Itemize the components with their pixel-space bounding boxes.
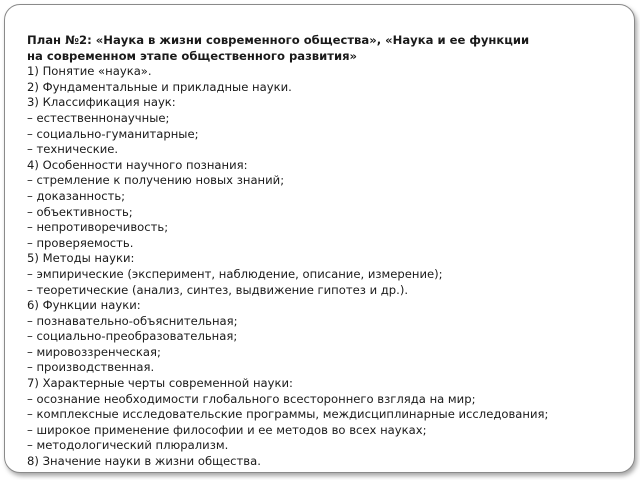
plan-line: – социально-преобразовательная; xyxy=(27,329,238,344)
plan-line: – познавательно-объяснительная; xyxy=(27,313,238,328)
plan-line: – стремление к получению новых знаний; xyxy=(27,173,285,188)
plan-line: – методологический плюрализм. xyxy=(27,438,229,453)
plan-content xyxy=(27,33,627,470)
plan-line: 5) Методы науки: xyxy=(27,251,135,266)
plan-line: – осознание необходимости глобального всестороннего взгляда на мир; xyxy=(27,391,476,406)
plan-line: 2) Фундаментальные и прикладные науки. xyxy=(27,79,292,94)
plan-line: – проверяемость. xyxy=(27,235,134,250)
plan-line: – непротиворечивость; xyxy=(27,220,169,235)
plan-line: – естественнонаучные; xyxy=(27,110,170,125)
plan-line: – теоретические (анализ, синтез, выдвижение гипотез и др.). xyxy=(27,282,409,297)
plan-line: 3) Классификация наук: xyxy=(27,95,176,110)
plan-title-line-2: на современном этапе общественного развития» xyxy=(27,48,358,63)
plan-line: 1) Понятие «наука». xyxy=(27,64,152,79)
plan-line: – комплексные исследовательские программы, междисциплинарные исследования; xyxy=(27,407,549,422)
plan-line: – эмпирические (эксперимент, наблюдение, описание, измерение); xyxy=(27,266,443,281)
plan-line: 7) Характерные черты современной науки: xyxy=(27,376,293,391)
plan-line: – технические. xyxy=(27,142,119,157)
plan-line: – доказанность; xyxy=(27,188,126,203)
slide-card xyxy=(4,4,635,473)
plan-line: – мировоззренческая; xyxy=(27,344,161,359)
plan-line: – широкое применение философии и ее методов во всех науках; xyxy=(27,422,427,437)
plan-title xyxy=(27,33,627,64)
plan-line: – производственная. xyxy=(27,360,155,375)
plan-line: 6) Функции науки: xyxy=(27,298,141,313)
plan-line: 4) Особенности научного познания: xyxy=(27,157,248,172)
plan-title-line-1: План №2: «Наука в жизни современного общества», «Наука и ее функции xyxy=(27,33,530,47)
plan-line: 8) Значение науки в жизни общества. xyxy=(27,454,261,469)
plan-line: – социально-гуманитарные; xyxy=(27,126,199,141)
plan-line: – объективность; xyxy=(27,204,133,219)
